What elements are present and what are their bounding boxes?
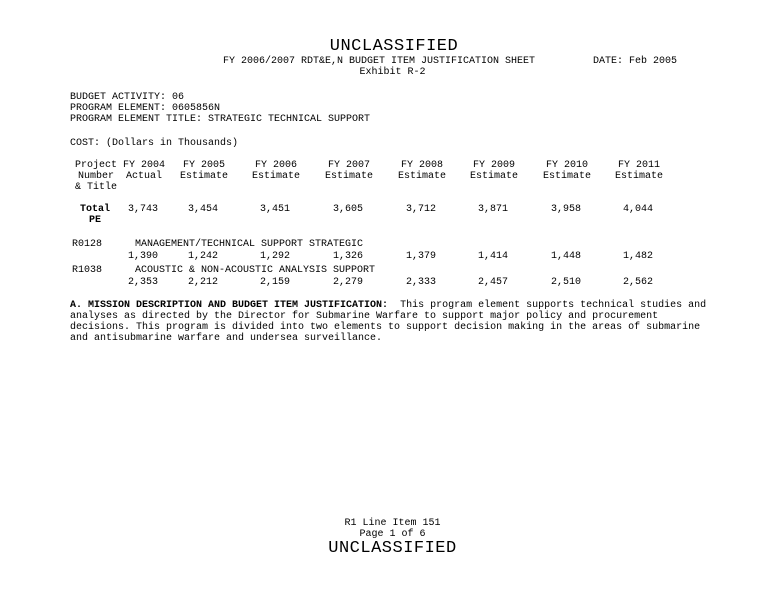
year-header bbox=[321, 160, 377, 182]
total-value: 3,871 bbox=[477, 204, 508, 215]
project-value: 2,212 bbox=[187, 277, 218, 288]
year-header-year: FY 2007 bbox=[327, 160, 370, 171]
project-value: 2,279 bbox=[332, 277, 363, 288]
program-element-title: PROGRAM ELEMENT TITLE: STRATEGIC TECHNICAL SUPPORT bbox=[70, 114, 371, 125]
total-value: 3,454 bbox=[187, 204, 218, 215]
project-col-line: & Title bbox=[74, 182, 117, 193]
project-value: 1,292 bbox=[259, 251, 290, 262]
year-header-type: Estimate bbox=[179, 171, 228, 182]
total-value: 3,712 bbox=[405, 204, 436, 215]
cost-label: COST: (Dollars in Thousands) bbox=[70, 138, 239, 149]
sheet-date: DATE: Feb 2005 bbox=[593, 56, 678, 67]
project-number: R1038 bbox=[72, 265, 103, 276]
project-value: 1,390 bbox=[127, 251, 158, 262]
project-value: 2,510 bbox=[550, 277, 581, 288]
project-value: 2,333 bbox=[405, 277, 436, 288]
year-header bbox=[394, 160, 450, 182]
classification-bottom: UNCLASSIFIED bbox=[328, 539, 457, 558]
year-header-type: Actual bbox=[125, 171, 162, 182]
project-value: 2,159 bbox=[259, 277, 290, 288]
year-header bbox=[539, 160, 595, 182]
year-header-type: Estimate bbox=[469, 171, 518, 182]
year-header bbox=[176, 160, 232, 182]
line-item: R1 Line Item 151 bbox=[344, 518, 441, 529]
project-col-header bbox=[72, 160, 120, 193]
total-pe-label bbox=[72, 204, 118, 226]
classification-top: UNCLASSIFIED bbox=[329, 37, 459, 56]
project-value: 2,457 bbox=[477, 277, 508, 288]
project-col-line: Project bbox=[74, 160, 117, 171]
project-value: 1,482 bbox=[622, 251, 653, 262]
year-header-year: FY 2005 bbox=[182, 160, 225, 171]
year-header-year: FY 2008 bbox=[400, 160, 443, 171]
year-header bbox=[611, 160, 667, 182]
program-element: PROGRAM ELEMENT: 0605856N bbox=[70, 103, 221, 114]
total-value: 3,743 bbox=[127, 204, 158, 215]
year-header bbox=[118, 160, 170, 182]
year-header-year: FY 2009 bbox=[472, 160, 515, 171]
mission-heading: A. MISSION DESCRIPTION AND BUDGET ITEM JUSTIFICATION: bbox=[70, 300, 389, 311]
project-title: ACOUSTIC & NON-ACOUSTIC ANALYSIS SUPPORT bbox=[135, 265, 376, 276]
year-header-year: FY 2006 bbox=[254, 160, 297, 171]
year-header-type: Estimate bbox=[397, 171, 446, 182]
project-value: 1,242 bbox=[187, 251, 218, 262]
year-header bbox=[248, 160, 304, 182]
project-title: MANAGEMENT/TECHNICAL SUPPORT STRATEGIC bbox=[135, 239, 364, 250]
exhibit-label: Exhibit R-2 bbox=[359, 67, 426, 78]
project-value: 1,379 bbox=[405, 251, 436, 262]
year-header-year: FY 2011 bbox=[617, 160, 660, 171]
year-header-type: Estimate bbox=[542, 171, 591, 182]
page-number: Page 1 of 6 bbox=[359, 529, 426, 540]
project-col-line: Number bbox=[77, 171, 114, 182]
total-value: 4,044 bbox=[622, 204, 653, 215]
sheet-title: FY 2006/2007 RDT&E,N BUDGET ITEM JUSTIFICATION SHEET bbox=[222, 56, 536, 67]
year-header bbox=[466, 160, 522, 182]
project-value: 1,414 bbox=[477, 251, 508, 262]
mission-text: This program element supports technical studies and analyses as directed by the Director for Submarine Warfare to support major policy and procurement decisions. This program is divided into two elements to support decision making in the areas of submarine and antisubmarine warfare and undersea surveillance. bbox=[70, 300, 707, 344]
project-value: 2,562 bbox=[622, 277, 653, 288]
total-value: 3,451 bbox=[259, 204, 290, 215]
year-header-type: Estimate bbox=[324, 171, 373, 182]
year-header-type: Estimate bbox=[251, 171, 300, 182]
year-header-year: FY 2004 bbox=[122, 160, 165, 171]
year-header-year: FY 2010 bbox=[545, 160, 588, 171]
project-number: R0128 bbox=[72, 239, 103, 250]
project-value: 2,353 bbox=[127, 277, 158, 288]
total-pe-label-line: PE bbox=[88, 215, 101, 226]
mission-description bbox=[70, 300, 720, 344]
total-value: 3,605 bbox=[332, 204, 363, 215]
total-pe-label-line: Total bbox=[79, 204, 110, 215]
project-value: 1,448 bbox=[550, 251, 581, 262]
budget-activity: BUDGET ACTIVITY: 06 bbox=[70, 92, 185, 103]
project-value: 1,326 bbox=[332, 251, 363, 262]
total-value: 3,958 bbox=[550, 204, 581, 215]
year-header-type: Estimate bbox=[614, 171, 663, 182]
